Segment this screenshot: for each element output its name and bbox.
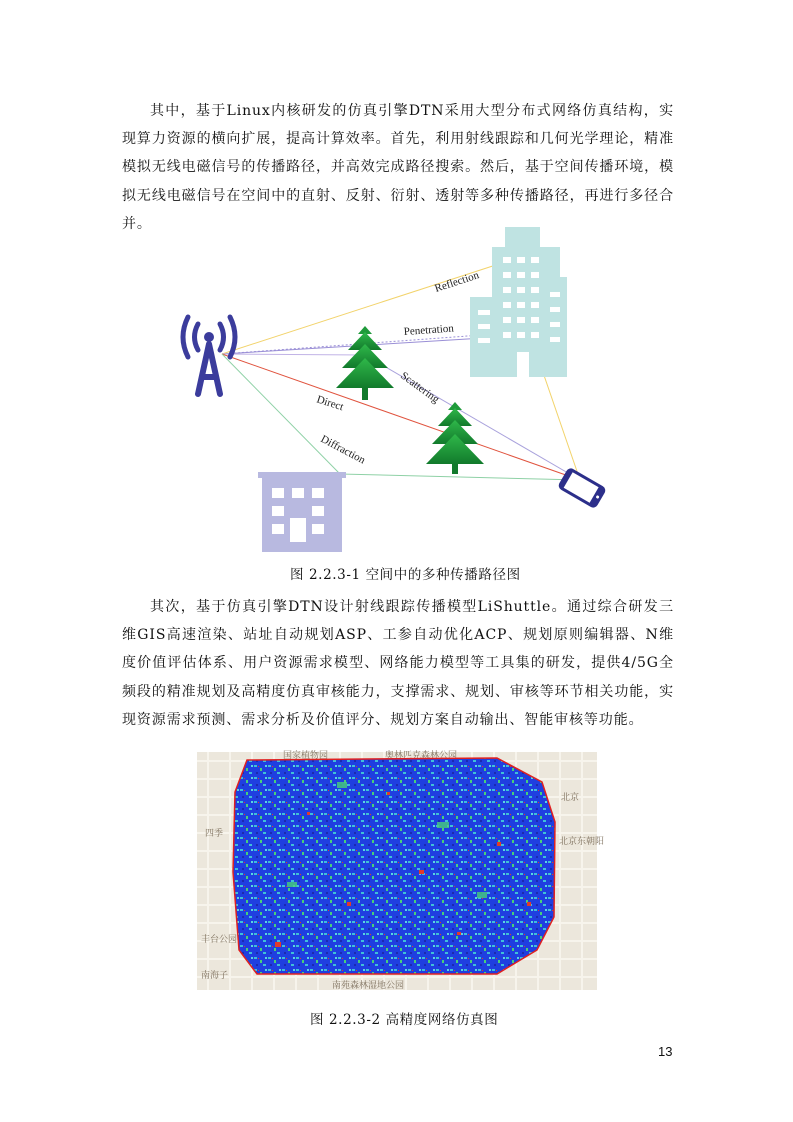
scattering-ray-1 [222, 354, 365, 355]
map-label-top-left: 国家植物园 [283, 751, 329, 761]
map-label-right-mid: 北京东朝阳 [559, 837, 605, 847]
tree-icon-2 [426, 402, 484, 474]
paragraph-2: 其次，基于仿真引擎DTN设计射线跟踪传播模型LiShuttle。通过综合研发三维GIS高速渲染、站址自动规划ASP、工参自动优化ACP、规划原则编辑器、N维度价值评估体系、用户资源需求模型、网络能力模型等工具集的研发，提供4/5G全频段的精准规划及高精度仿真审核能力，支撑需求、规划、审核等环节相关功能，实现资源需求预测、需求分析及价值评分、规划方案自动输出、智能审核等功能。 [122, 599, 674, 728]
label-penetration: Penetration [403, 322, 455, 338]
page-number: 13 [658, 1044, 673, 1059]
map-label-left-lower: 丰台公园 [201, 935, 238, 945]
network-simulation-map [197, 751, 605, 991]
small-building-icon [258, 472, 346, 552]
diffraction-ray-2 [340, 474, 580, 480]
map-label-bottom: 南苑森林湿地公园 [332, 981, 405, 991]
map-label-right-upper: 北京 [561, 793, 580, 803]
paragraph-1: 其中，基于Linux内核研发的仿真引擎DTN采用大型分布式网络仿真结构，实现算力资源的横向扩展，提高计算效率。首先，利用射线跟踪和几何光学理论，精准模拟无线电磁信号的传播路径，并高效完成路径搜索。然后，基于空间传播环境，模拟无线电磁信号在空间中的直射、反射、衍射、透射等多种传播路径，再进行多径合并。 [122, 103, 674, 232]
label-diffraction: Diffraction [318, 433, 368, 467]
diffraction-ray-1 [222, 354, 340, 474]
map-label-bottom-left: 南海子 [201, 971, 229, 981]
tree-icon-1 [336, 326, 394, 400]
label-scattering: Scattering [398, 369, 442, 406]
label-reflection: Reflection [433, 269, 481, 295]
map-label-top-center: 奥林匹克森林公园 [385, 751, 458, 761]
tall-building-icon [470, 227, 567, 377]
label-direct: Direct [315, 393, 345, 414]
mobile-phone-icon [557, 467, 607, 510]
figure-1-caption: 图 2.2.3-1 空间中的多种传播路径图 [290, 567, 521, 583]
propagation-paths-figure [170, 222, 620, 552]
figure-2-caption: 图 2.2.3-2 高精度网络仿真图 [310, 1012, 499, 1028]
map-label-left-mid: 四季 [205, 829, 224, 839]
